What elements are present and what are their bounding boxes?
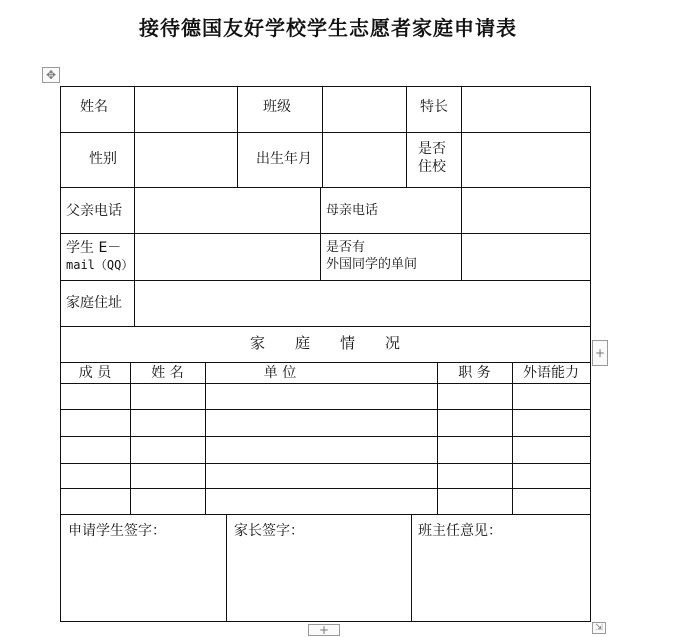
father-phone-field[interactable] xyxy=(135,188,319,233)
specialty-label: 特长 xyxy=(420,99,448,115)
table-resize-handle-icon[interactable]: ⇲ xyxy=(592,622,606,634)
class-field[interactable] xyxy=(323,87,405,132)
single-room-label-line1: 是否有 xyxy=(326,240,366,255)
table-row[interactable] xyxy=(61,384,590,409)
document-title: 接待德国友好学校学生志愿者家庭申请表 xyxy=(139,16,517,40)
family-col-member: 成 员 xyxy=(78,365,112,381)
name-label: 姓名 xyxy=(80,99,108,115)
add-row-handle-icon[interactable]: + xyxy=(308,624,340,636)
boarding-field[interactable] xyxy=(462,133,589,187)
email-label-line1: 学生 E－ xyxy=(66,240,122,256)
table-move-handle-icon[interactable]: ✥ xyxy=(42,67,60,83)
add-column-handle-icon[interactable]: + xyxy=(592,340,608,366)
boarding-label-line2: 住校 xyxy=(418,159,446,175)
birth-date-field[interactable] xyxy=(323,133,405,187)
email-field[interactable] xyxy=(135,234,319,280)
name-field[interactable] xyxy=(135,87,236,132)
email-label-line2: mail（QQ） xyxy=(66,258,134,272)
application-form-table xyxy=(60,86,590,622)
table-row[interactable] xyxy=(61,410,590,436)
gender-label: 性别 xyxy=(89,151,117,167)
single-room-label-line2: 外国同学的单间 xyxy=(326,257,418,272)
parent-signature-label: 家长签字： xyxy=(234,523,304,539)
family-col-language: 外语能力 xyxy=(523,365,579,381)
class-label: 班级 xyxy=(263,99,291,115)
single-room-label xyxy=(326,239,417,273)
table-row[interactable] xyxy=(61,464,590,488)
birth-date-label: 出生年月 xyxy=(256,151,312,167)
boarding-label-line1: 是否 xyxy=(418,141,446,157)
student-signature-label: 申请学生签字： xyxy=(68,523,166,539)
mother-phone-field[interactable] xyxy=(462,188,589,233)
family-section-heading: 家 庭 情 况 xyxy=(249,334,400,352)
email-label xyxy=(66,239,133,274)
mother-phone-label: 母亲电话 xyxy=(326,203,379,218)
father-phone-label: 父亲电话 xyxy=(66,203,122,219)
address-label: 家庭住址 xyxy=(66,295,122,311)
address-field[interactable] xyxy=(135,281,589,326)
family-col-name: 姓 名 xyxy=(151,365,184,381)
single-room-field[interactable] xyxy=(462,234,589,280)
boarding-label xyxy=(418,140,446,176)
teacher-opinion-label: 班主任意见： xyxy=(418,523,502,539)
table-row[interactable] xyxy=(61,489,590,514)
family-col-position: 职 务 xyxy=(458,365,491,381)
family-col-work-unit: 单 位 xyxy=(263,365,297,381)
gender-field[interactable] xyxy=(135,133,236,187)
specialty-field[interactable] xyxy=(462,87,589,132)
table-row[interactable] xyxy=(61,437,590,463)
